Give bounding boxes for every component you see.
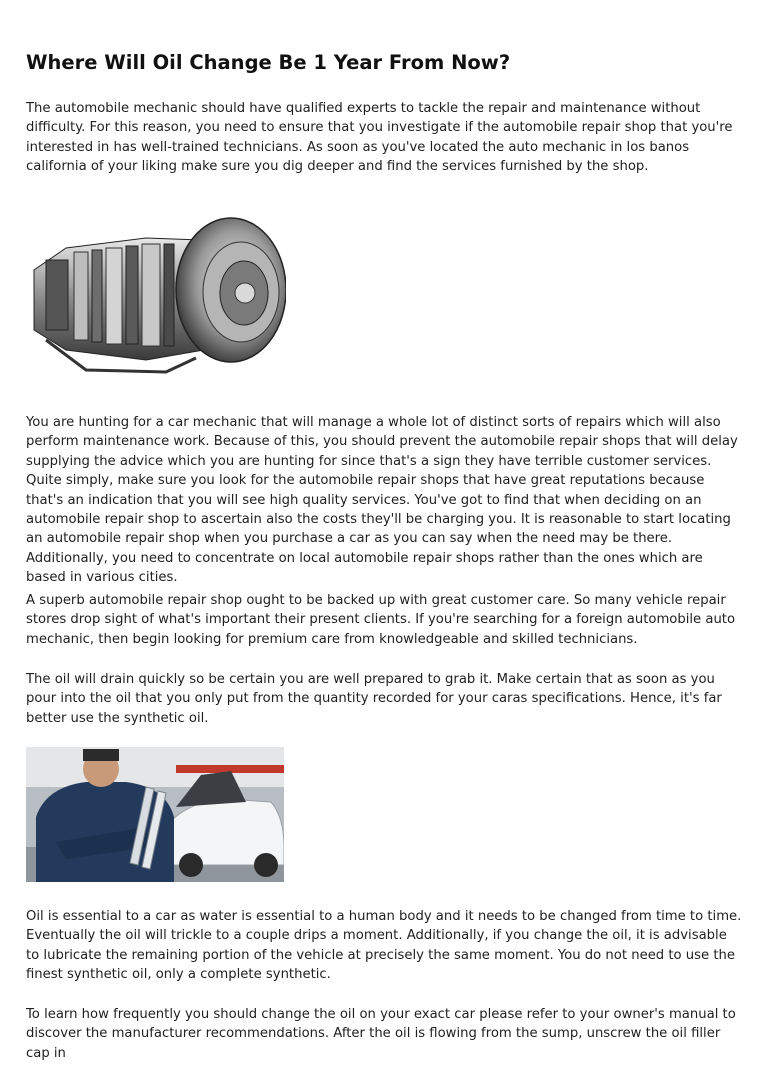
paragraph: You are hunting for a car mechanic that will manage a whole lot of distinct sorts of repairs which will also perform maintenance work. Because of this, you should prevent the automobile repair shops that will delay supplying the advice which you are hunting for since that's a sign they have terrible customer services. Quite simply, make sure you look for the automobile repair shops that have great reputations because that's an indication that you will see high quality services. You've got to find that when deciding on an automobile repair shop to ascertain also the costs they'll be charging you. It is reasonable to start locating an automobile repair shop when you purchase a car as you can say when the need may be there. Additionally, you need to concentrate on local automobile repair shops rather than the ones which are based in various cities. — [26, 415, 738, 586]
transmission-illustration — [26, 200, 286, 380]
mechanic-image — [26, 747, 284, 882]
page-title: Where Will Oil Change Be 1 Year From Now? — [26, 51, 511, 74]
paragraph: The automobile mechanic should have qualified experts to tackle the repair and maintenance without difficulty. For this reason, you need to ensure that you investigate if the automobile repair shop that you're interested in has well-trained technicians. As soon as you've located the auto mechanic in los banos california of your liking make sure you dig deeper and find the services furnished by the shop. — [26, 101, 733, 175]
paragraph: A superb automobile repair shop ought to be backed up with great customer care. So many vehicle repair stores drop sight of what's important their present clients. If you're searching for a foreign automobile auto mechanic, then begin looking for premium care from knowledgeable and skilled technicians. — [26, 593, 736, 647]
paragraph: Oil is essential to a car as water is essential to a human body and it needs to be changed from time to time. Eventually the oil will trickle to a couple drips a moment. Additionally, if you change the oil, it is advisable to lubricate the remaining portion of the vehicle at precisely the same moment. You do not need to use the finest synthetic oil, only a complete synthetic. — [26, 909, 742, 983]
paragraph: To learn how frequently you should change the oil on your exact car please refer to your owner's manual to discover the manufacturer recommendations. After the oil is flowing from the sump, unscrew the oil filler cap in — [26, 1007, 736, 1061]
transmission-image — [26, 200, 286, 380]
mechanic-illustration — [26, 747, 284, 882]
paragraph: The oil will drain quickly so be certain you are well prepared to grab it. Make certain that as soon as you pour into the oil that you only put from the quantity recorded for your caras specifications. Hence, it's far better use the synthetic oil. — [26, 672, 722, 726]
